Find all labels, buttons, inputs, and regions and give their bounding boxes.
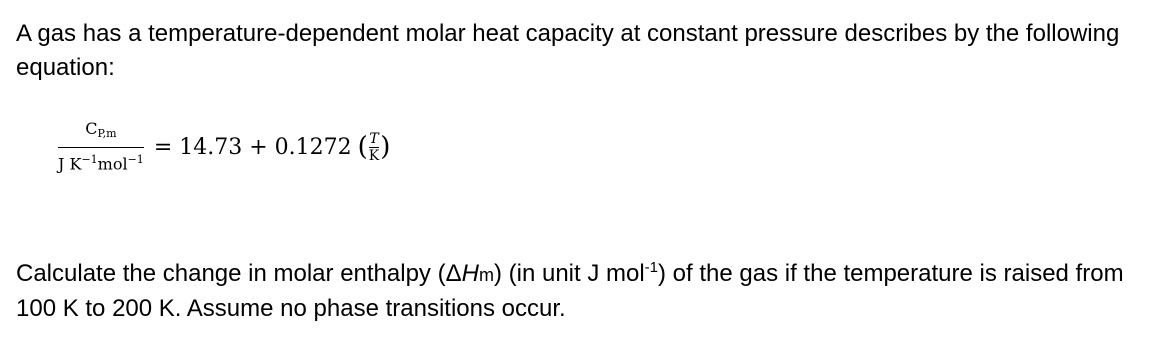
- paren-open: (: [357, 132, 368, 162]
- unit-superscript: -1: [644, 259, 659, 276]
- t-over-k-fraction: [358, 132, 391, 163]
- equation-rhs: [154, 132, 391, 163]
- question-part3: ) of the gas if the temperature is raised from 100 K to 200 K. Assume no phase transitions occur.: [16, 260, 1124, 322]
- heat-capacity-equation: [58, 117, 390, 177]
- cp-symbol: C: [85, 119, 98, 139]
- fraction-bar: [58, 147, 144, 148]
- question-part1: Calculate the change in molar enthalpy (Δ: [16, 260, 462, 287]
- unit-mol: mol: [97, 154, 128, 174]
- unit-exp-1: −1: [81, 153, 98, 167]
- lhs-fraction: [58, 119, 144, 174]
- question-part2: ) (in unit J mol: [493, 260, 645, 287]
- t-numerator: T: [369, 130, 379, 147]
- paren-close: ): [380, 132, 391, 162]
- question-text: [16, 251, 1156, 326]
- lhs-numerator: [85, 119, 116, 144]
- enthalpy-symbol: H: [461, 260, 479, 287]
- rhs-expression: = 14.73 + 0.1272: [153, 134, 352, 160]
- problem-intro-text: A gas has a temperature-dependent molar heat capacity at constant pressure describes by the following equation:: [16, 20, 1120, 81]
- k-denominator: K: [368, 147, 380, 164]
- enthalpy-subscript: m: [478, 265, 494, 285]
- cp-subscript: P,m: [97, 127, 117, 141]
- lhs-denominator: [58, 150, 144, 174]
- unit-jk: J K: [58, 154, 82, 174]
- t-over-k-inner: [369, 132, 379, 163]
- unit-exp-2: −1: [127, 153, 144, 167]
